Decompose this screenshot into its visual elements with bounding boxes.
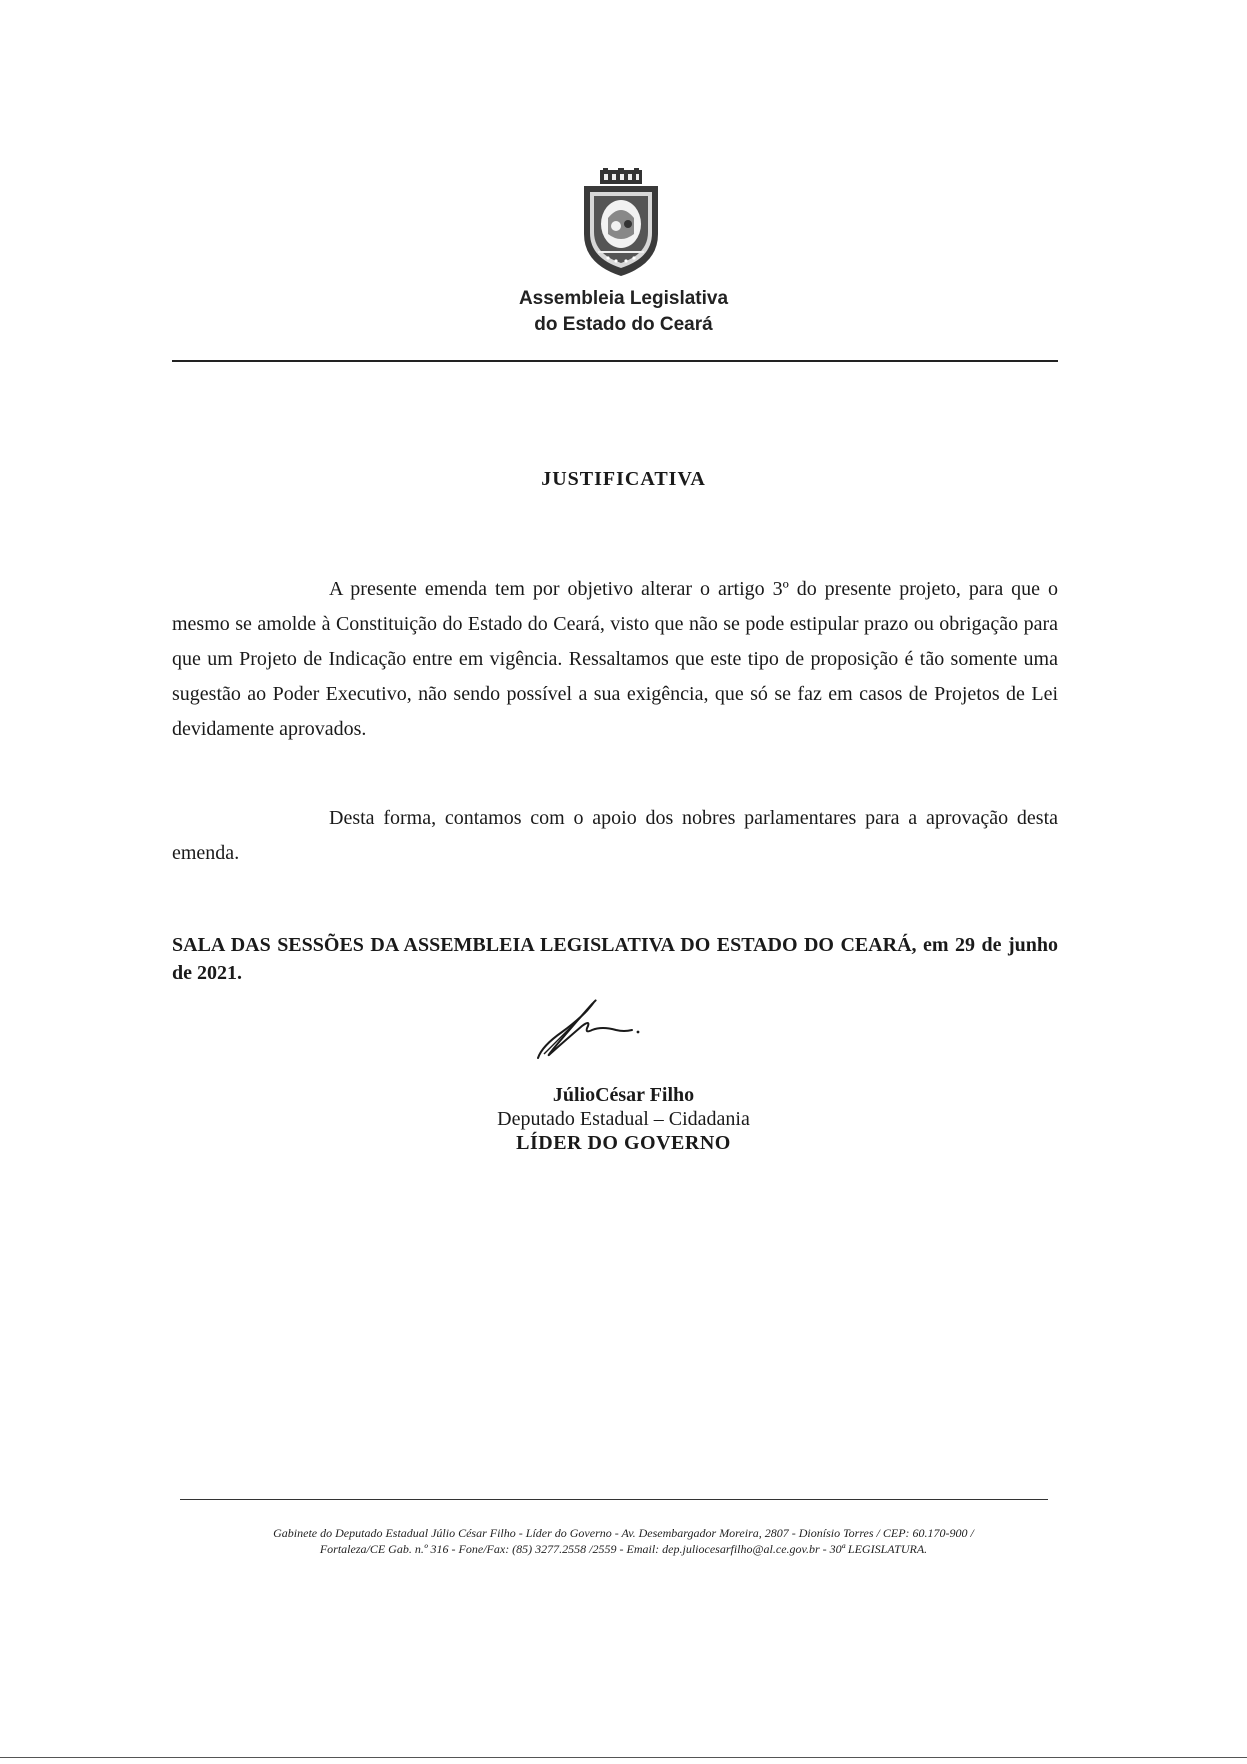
- footer-divider: [180, 1499, 1048, 1500]
- handwritten-signature: [532, 996, 652, 1064]
- signatory-position: LÍDER DO GOVERNO: [516, 1132, 731, 1154]
- signatory-name: JúlioCésar Filho: [552, 1084, 695, 1106]
- document-title: JUSTIFICATIVA: [541, 468, 706, 490]
- signatory-role: Deputado Estadual – Cidadania: [497, 1108, 750, 1130]
- header-divider: [172, 360, 1058, 362]
- footer-address-line2: Fortaleza/CE Gab. n.º 316 - Fone/Fax: (85) 3277.2558 /2559 - Email: dep.juliocesarfilho@al.ce.gov.br - 30ª LEGISLATURA.: [319, 1542, 928, 1556]
- footer-address-line1: Gabinete do Deputado Estadual Júlio César Filho - Líder do Governo - Av. Desembargador Moreira, 2807 - Dionísio Torres / CEP: 60.170-900 /: [273, 1526, 974, 1540]
- session-closing-statement: SALA DAS SESSÕES DA ASSEMBLEIA LEGISLATIVA DO ESTADO DO CEARÁ, em 29 de junho de 2021.: [172, 934, 1058, 984]
- state-coat-of-arms-seal: [578, 168, 664, 278]
- scan-edge-line: [0, 1757, 1247, 1758]
- organization-name-line1: Assembleia Legislativa: [518, 288, 729, 309]
- justification-paragraph-2: Desta forma, contamos com o apoio dos nobres parlamentares para a aprovação desta emenda.: [172, 807, 1058, 864]
- organization-name-line2: do Estado do Ceará: [534, 314, 713, 335]
- justification-paragraph-1: A presente emenda tem por objetivo alterar o artigo 3º do presente projeto, para que o mesmo se amolde à Constituição do Estado do Ceará, visto que não se pode estipular prazo ou obrigação para que um Projeto de Indicação entre em vigência. Ressaltamos que este tipo de proposição é tão somente uma sugestão ao Poder Executivo, não sendo possível a sua exigência, que só se faz em casos de Projetos de Lei devidamente aprovados.: [172, 578, 1058, 740]
